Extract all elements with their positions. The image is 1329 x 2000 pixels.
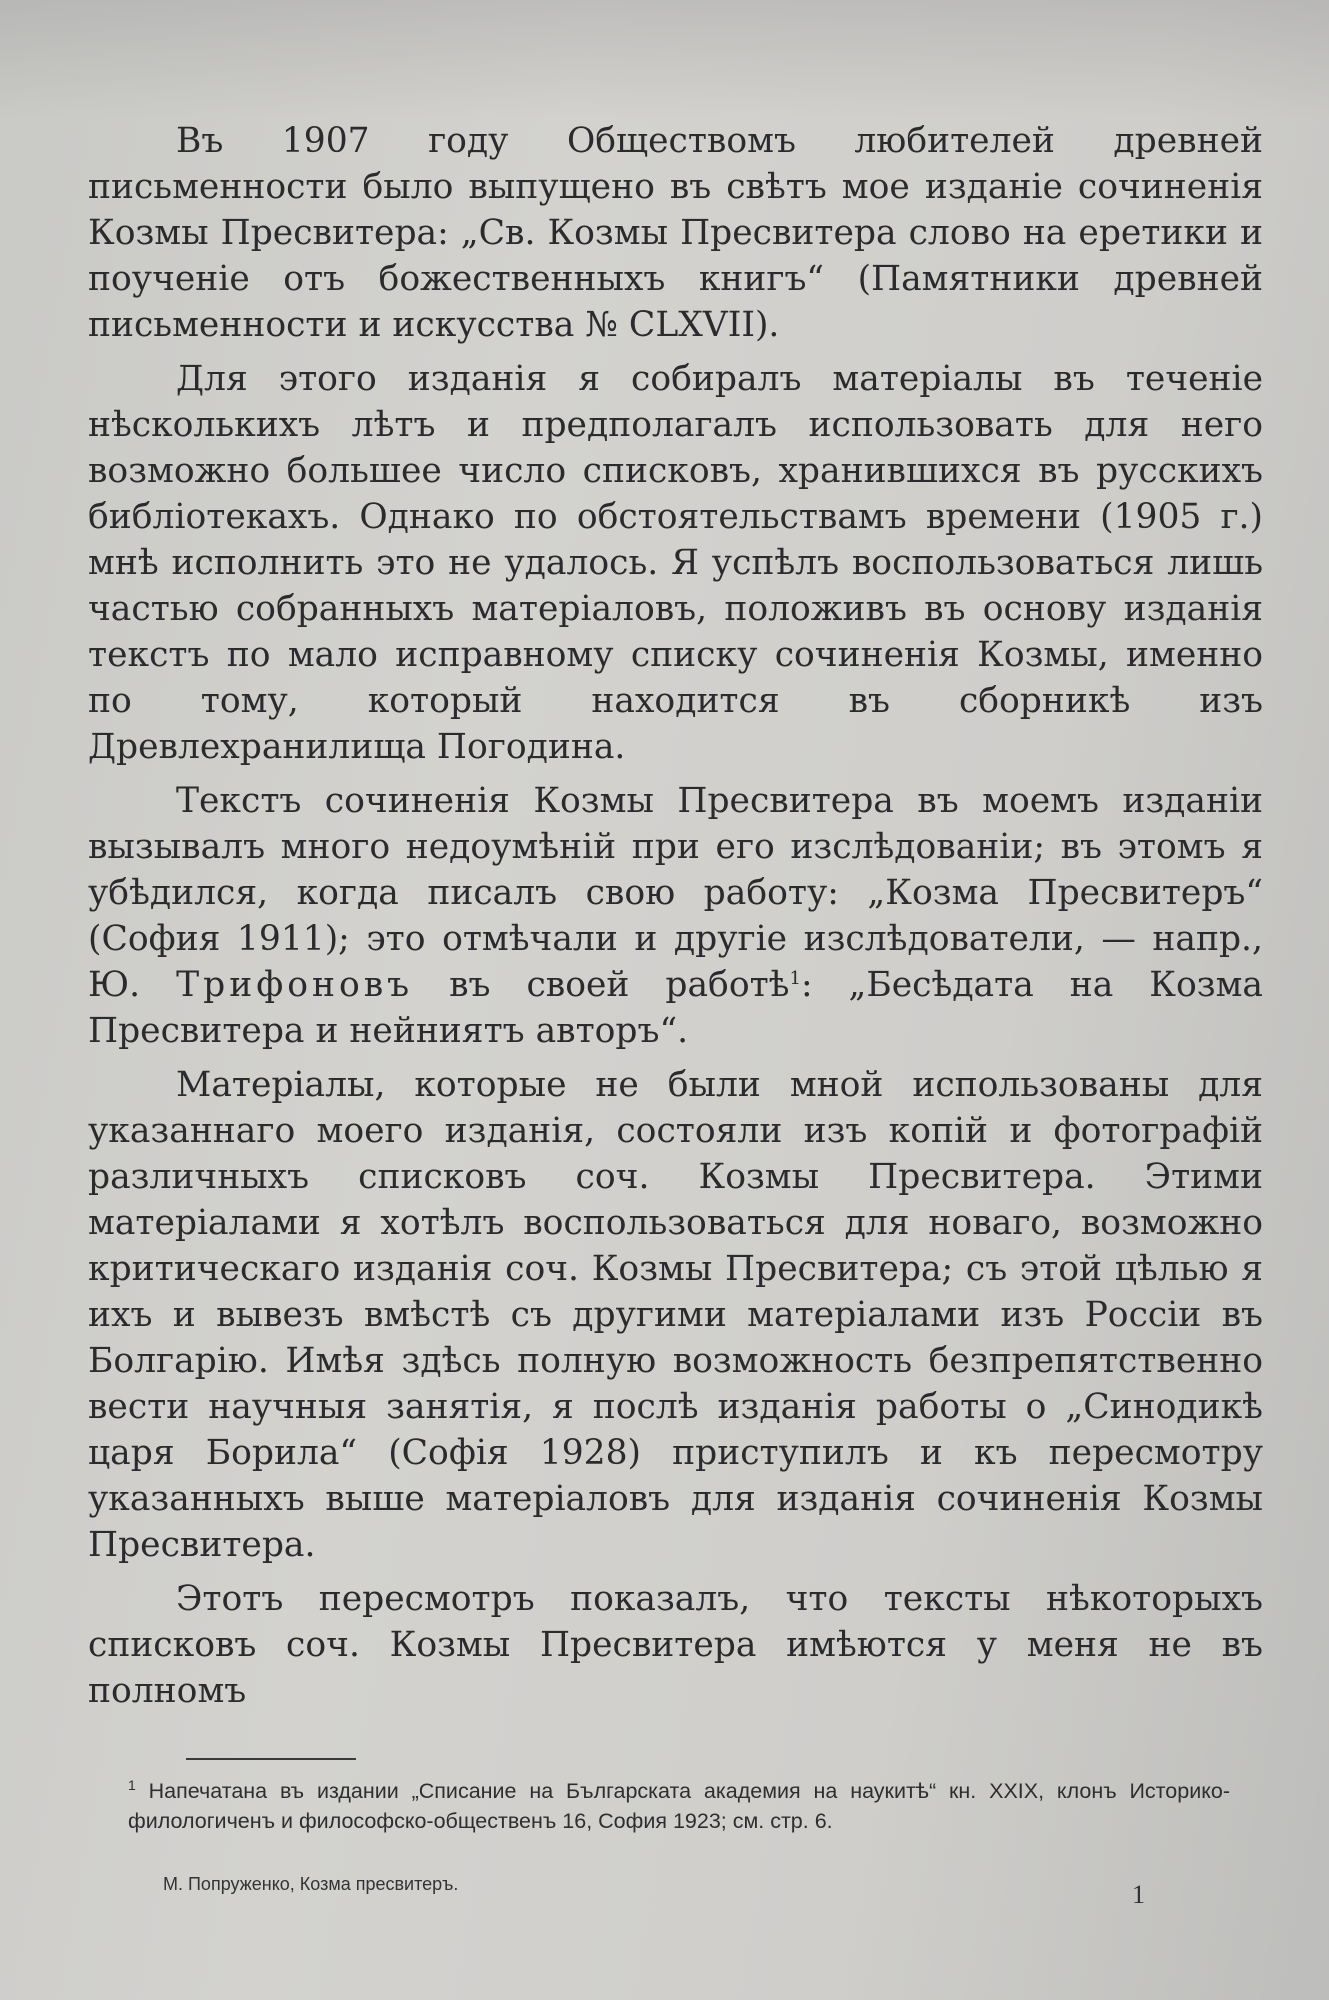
paragraph-5: Этотъ пересмотръ показалъ, что тексты нѣкоторыхъ списковъ соч. Козмы Пресвитера имѣются у меня не въ полномъ: [88, 1579, 1263, 1711]
paragraph-2: Для этого изданія я собиралъ матеріалы въ теченіе нѣсколькихъ лѣтъ и предполагалъ использовать для него возможно большее число списковъ, хранившихся въ русскихъ библіотекахъ. Однако по обстоятельствамъ времени (1905 г.) мнѣ исполнить это не удалось. Я успѣлъ воспользоваться лишь частью собранныхъ матеріаловъ, положивъ въ основу изданія текстъ по мало исправному списку сочиненія Козмы, именно по тому, который находится въ сборникѣ изъ Древлехранилища Погодина.: [88, 359, 1263, 767]
paragraph-3-part-a: Текстъ сочиненія Козмы Пресвитера въ моемъ изданіи вызывалъ много недоумѣній при его изслѣдованіи; въ этомъ я убѣдился, когда писалъ свою работу: „Козма Пресвитеръ“ (София 1911); это отмѣчали и другіе изслѣдователи, — напр., Ю.: [88, 781, 1263, 1005]
paragraph-3-part-c: : „Бесѣдата на Козма Пресвитера и нейниятъ авторъ“.: [88, 965, 1263, 1051]
paragraph-3: [88, 778, 1263, 1054]
paragraph-3-part-b: въ своей работѣ: [449, 965, 790, 1005]
main-text: [88, 118, 1263, 1722]
bleed-through-shadow: [0, 0, 1329, 120]
footnote: [128, 1776, 1230, 1836]
sheet-number: 1: [1132, 1880, 1145, 1909]
spaced-author-name: Трифоновъ: [176, 965, 414, 1005]
signature-line: М. Попруженко, Козма пресвитеръ.: [163, 1874, 459, 1894]
footnote-divider: [186, 1758, 356, 1760]
footnote-text: Напечатана въ издании „Списание на Българската академия на наукитѣ“ кн. XXIX, клонъ Историко-филологиченъ и философско-общественъ 16, София 1923; см. стр. 6.: [128, 1779, 1230, 1833]
paragraph-1: Въ 1907 году Обществомъ любителей древней письменности было выпущено въ свѣтъ мое изданіе сочиненія Козмы Пресвитера: „Св. Козмы Пресвитера слово на еретики и поученіе отъ божественныхъ книгъ“ (Памятники древней письменности и искусства № CLXVII).: [88, 121, 1263, 345]
paragraph-4: Матеріалы, которые не были мной использованы для указаннаго моего изданія, состояли изъ копій и фотографій различныхъ списковъ соч. Козмы Пресвитера. Этими матеріалами я хотѣлъ воспользоваться для новаго, возможно критическаго изданія соч. Козмы Пресвитера; съ этой цѣлью я ихъ и вывезъ вмѣстѣ съ другими матеріалами изъ Россіи въ Болгарію. Имѣя здѣсь полную возможность безпрепятственно вести научныя занятія, я послѣ изданія работы о „Синодикѣ царя Борила“ (Софія 1928) приступилъ и къ пересмотру указанныхъ выше матеріаловъ для изданія сочиненія Козмы Пресвитера.: [88, 1065, 1263, 1565]
footnote-marker: 1: [128, 1777, 136, 1793]
footnote-reference: 1: [789, 968, 801, 989]
